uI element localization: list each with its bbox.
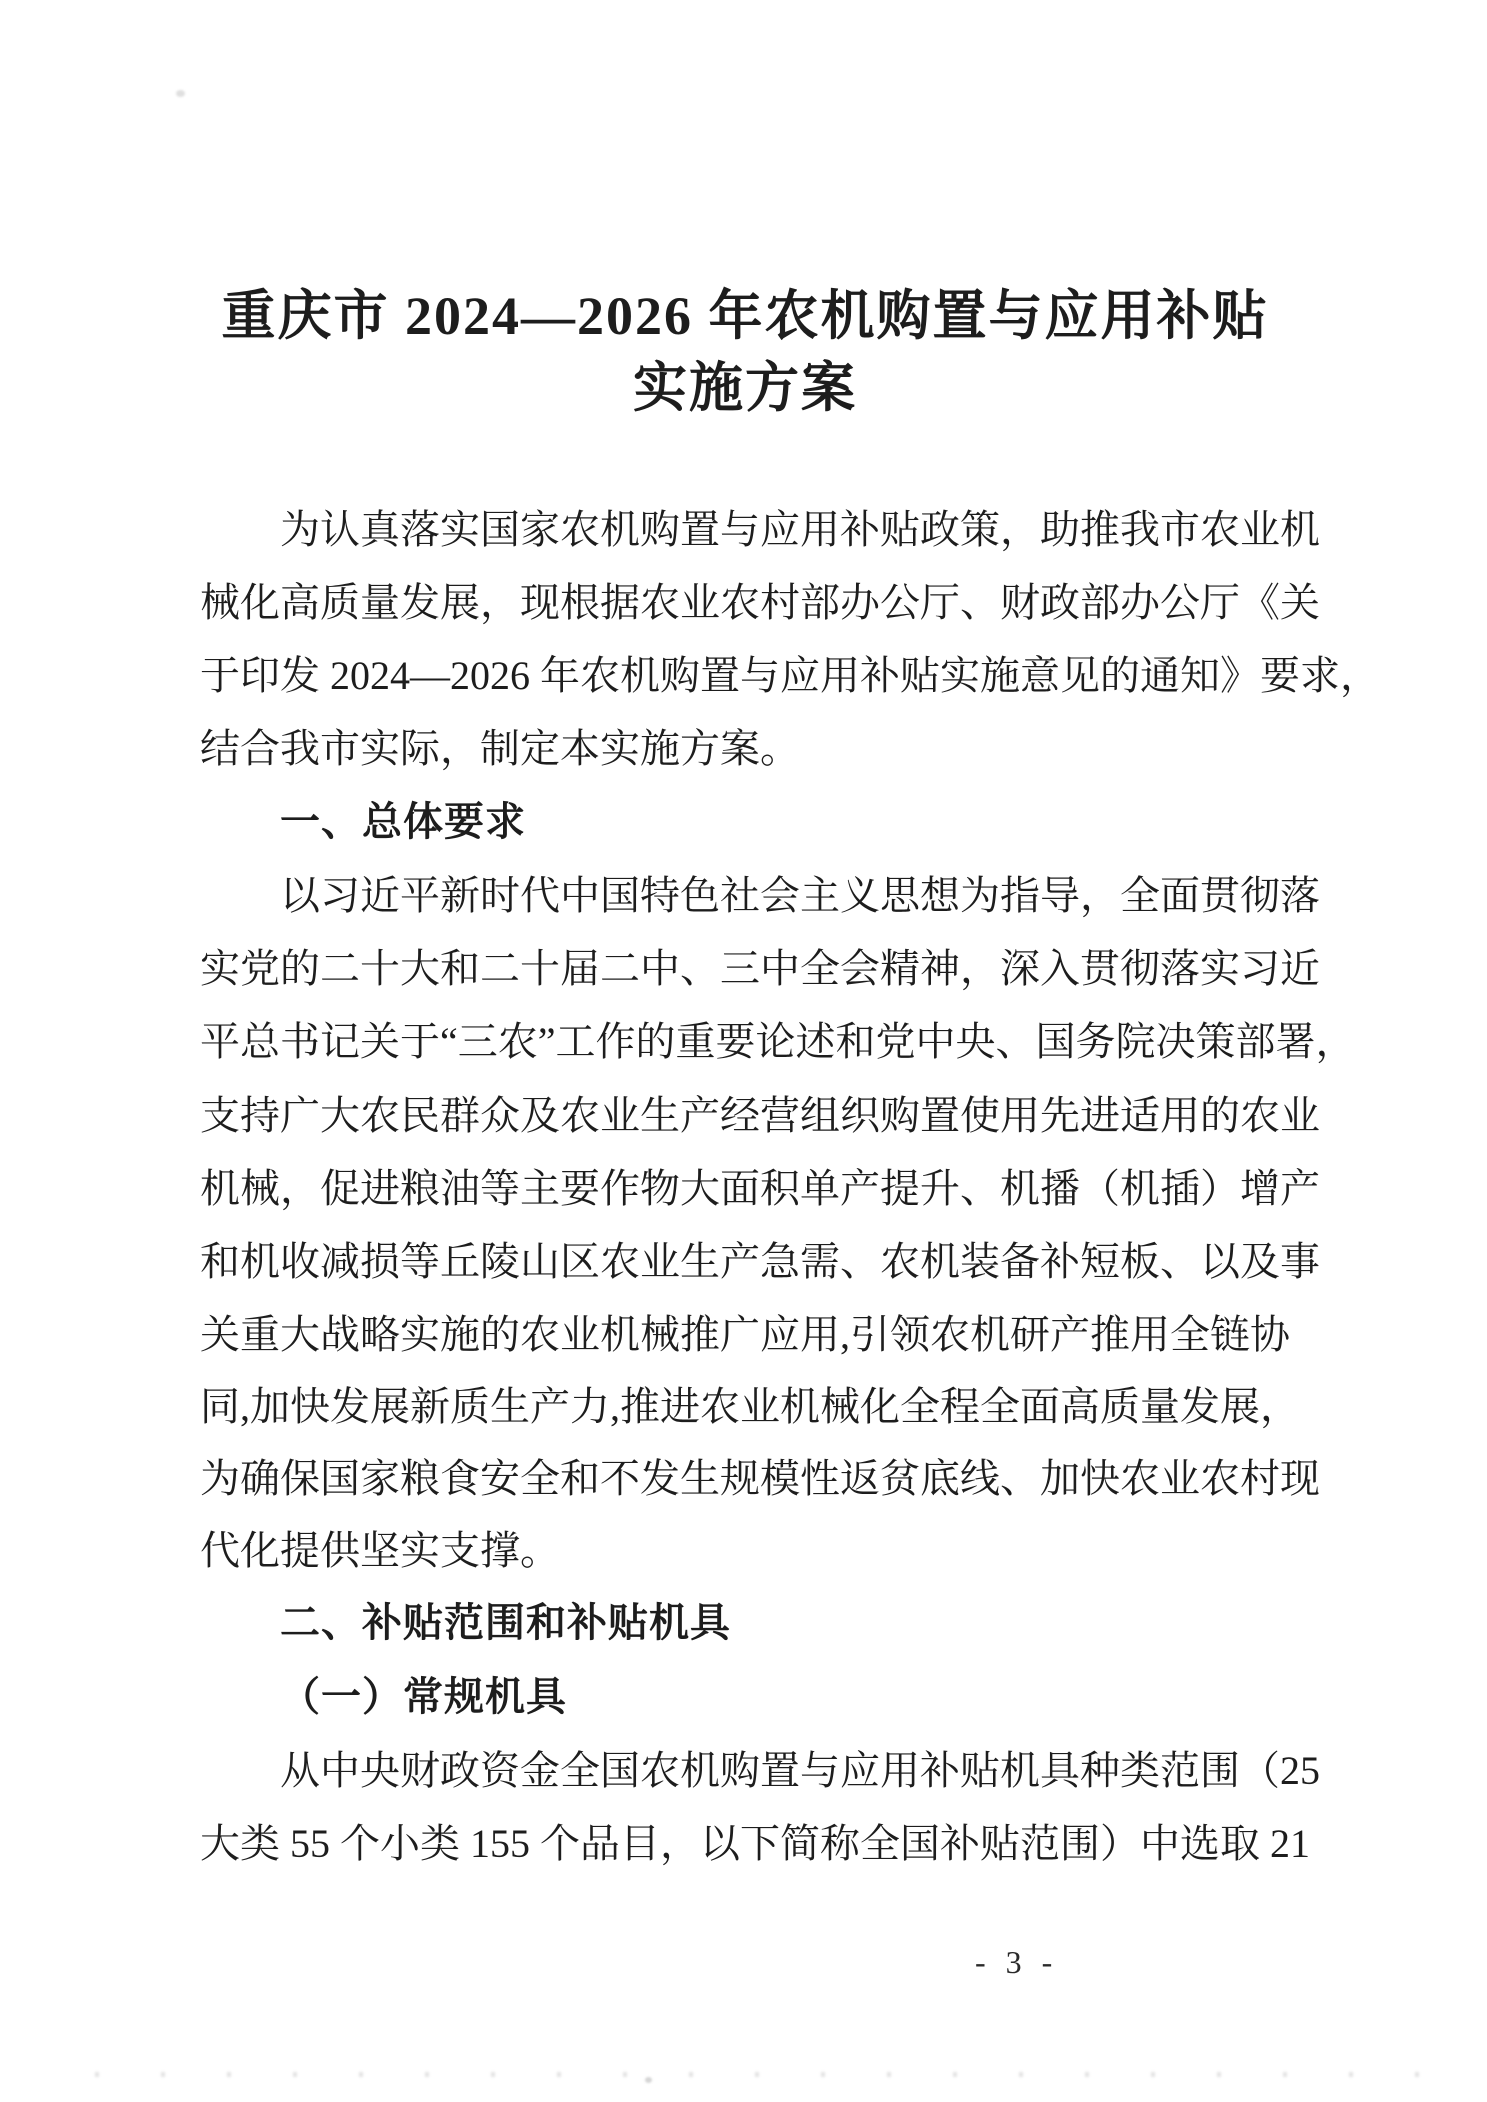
text-line: 关重大战略实施的农业机械推广应用,引领农机研产推用全链协	[200, 1312, 1290, 1357]
text-line: 和机收减损等丘陵山区农业生产急需、农机装备补短板、以及事	[200, 1239, 1320, 1284]
text-line: 为确保国家粮食安全和不发生规模性返贫底线、加快农业农村现	[200, 1456, 1320, 1501]
text-line: 械化高质量发展，现根据农业农村部办公厅、财政部办公厅《关	[200, 580, 1320, 625]
scan-streak-artifact	[95, 2072, 1455, 2077]
document-title-line2: 实施方案	[633, 358, 857, 418]
text-line: 代化提供坚实支撑。	[200, 1528, 560, 1573]
text-line: 同,加快发展新质生产力,推进农业机械化全程全面高质量发展，	[200, 1384, 1300, 1429]
sub-heading: （一）常规机具	[280, 1674, 567, 1719]
text-line: 机械，促进粮油等主要作物大面积单产提升、机播（机插）增产	[200, 1166, 1320, 1211]
text-line: 以习近平新时代中国特色社会主义思想为指导，全面贯彻落	[280, 873, 1320, 918]
section-heading-2: 二、补贴范围和补贴机具	[280, 1601, 731, 1645]
text-line: 从中央财政资金全国农机购置与应用补贴机具种类范围（25	[280, 1748, 1320, 1793]
text-line: 结合我市实际，制定本实施方案。	[200, 726, 800, 771]
page-number: - 3 -	[975, 1944, 1059, 1980]
text-line: 大类 55 个小类 155 个品目，以下简称全国补贴范围）中选取 21	[200, 1821, 1310, 1866]
document-title-line1: 重庆市 2024—2026 年农机购置与应用补贴	[221, 286, 1269, 346]
text-line: 平总书记关于“三农”工作的重要论述和党中央、国务院决策部署，	[200, 1019, 1356, 1064]
text-line: 支持广大农民群众及农业生产经营组织购置使用先进适用的农业	[200, 1093, 1320, 1138]
text-line: 于印发 2024—2026 年农机购置与应用补贴实施意见的通知》要求，	[200, 653, 1380, 698]
section-heading-1: 一、总体要求	[280, 800, 526, 844]
scan-speck	[176, 90, 185, 97]
text-line: 为认真落实国家农机购置与应用补贴政策，助推我市农业机	[280, 507, 1320, 552]
scan-speck	[645, 2077, 652, 2083]
text-line: 实党的二十大和二十届二中、三中全会精神，深入贯彻落实习近	[200, 946, 1320, 991]
